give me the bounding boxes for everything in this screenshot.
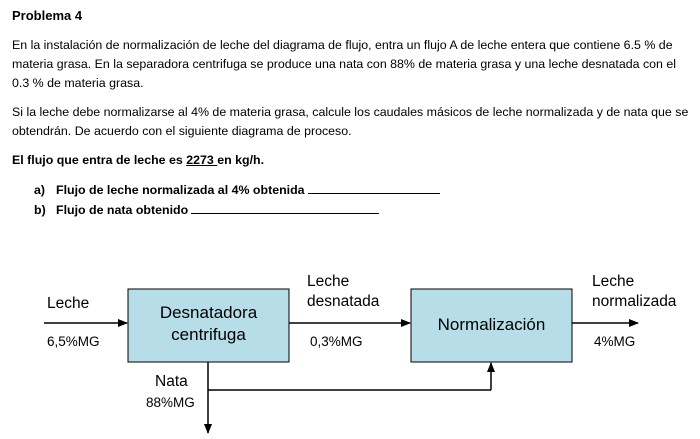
question-letter: a) xyxy=(34,183,46,197)
question-text: Flujo de nata obtenido xyxy=(56,203,189,217)
normalization-box-label: Normalización xyxy=(437,315,546,334)
question-b xyxy=(34,202,379,217)
problem-paragraph-2: Si la leche debe normalizarse al 4% de materia grasa, calcule los caudales másicos de leche normalizada y de nata que se obtendrán. De acuerdo con el siguiente diagrama de proceso. xyxy=(12,105,689,138)
output-label-line2: normalizada xyxy=(592,293,677,310)
cream-label: Nata xyxy=(155,373,188,390)
problem-paragraph-1: En la instalación de normalización de leche del diagrama de flujo, entra un flujo A de leche entera que contiene 6.5 % de materia grasa. En la separadora centrifuga se produce una nata con 88% de materia grasa y una leche desnatada con el 0.3 % de materia grasa. xyxy=(12,38,677,90)
answer-blank-a xyxy=(308,182,440,194)
input-label: Leche xyxy=(47,295,90,312)
process-flow-diagram xyxy=(0,262,700,439)
input-fat-label: 6,5%MG xyxy=(47,334,100,349)
separator-label-line1: Desnatadora xyxy=(159,303,258,322)
output-fat-label: 4%MG xyxy=(594,334,636,349)
skim-label-line1: Leche xyxy=(307,273,350,290)
separator-label-line2: centrifuga xyxy=(171,325,246,344)
separator-box-label xyxy=(128,302,289,346)
question-a xyxy=(34,182,440,197)
skim-label-line2: desnatada xyxy=(307,293,380,310)
output-label-line1: Leche xyxy=(592,273,635,290)
flow-suffix: en kg/h. xyxy=(217,153,265,167)
flow-statement xyxy=(12,151,692,170)
flow-value: 2273 xyxy=(186,153,218,167)
question-letter: b) xyxy=(34,203,46,217)
question-text: Flujo de leche normalizada al 4% obtenida xyxy=(56,183,305,197)
problem-title: Problema 4 xyxy=(12,8,83,23)
answer-blank-b xyxy=(191,202,379,214)
flow-prefix: El flujo que entra de leche es xyxy=(12,153,187,167)
cream-fat-label: 88%MG xyxy=(146,395,195,410)
skim-fat-label: 0,3%MG xyxy=(310,334,363,349)
